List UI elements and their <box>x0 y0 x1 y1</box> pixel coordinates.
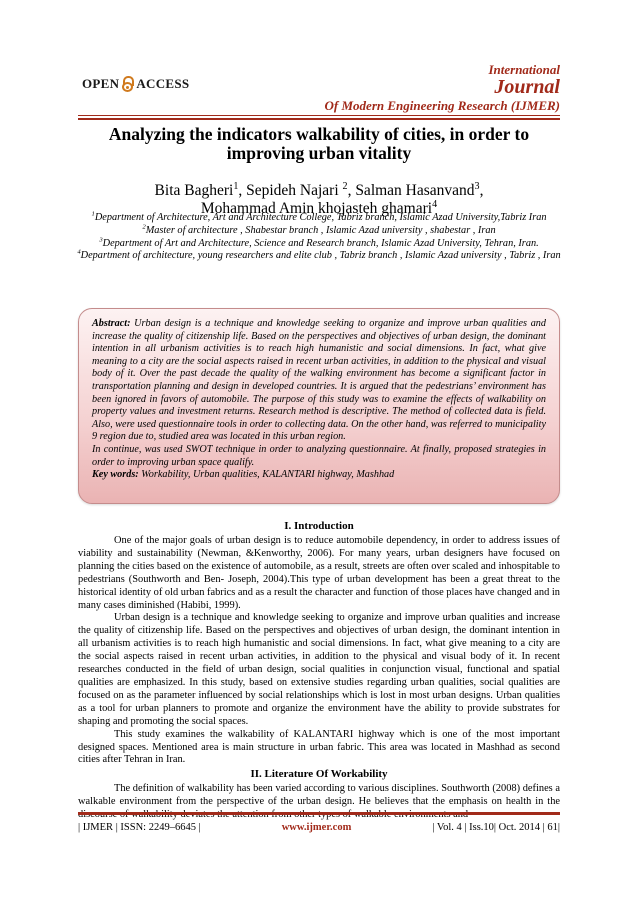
affiliation-1-sup: 1 <box>91 210 95 218</box>
footer-journal-info: | IJMER | ISSN: 2249–6645 | <box>78 822 201 833</box>
header-rule-thick <box>78 118 560 120</box>
affiliation-2-text: Master of architecture , Shabestar branch , Islamic Azad university , shabestar , Iran <box>145 224 496 236</box>
affiliation-1 <box>74 212 564 225</box>
keywords: Workability, Urban qualities, KALANTARI highway, Mashhad <box>138 469 395 481</box>
abstract <box>92 318 546 482</box>
author-4: Mohammad Amin khojasteh ghamari <box>200 200 433 217</box>
section-2-paragraph-1: The definition of walkability has been varied according to various disciplines. Southworth (2008) defines a walkable environment from the perspective of the urban design. He believes that the emphasis on health in the discourse of walkability deviates the attention from other types of walkable environments and <box>78 783 560 820</box>
author-3-comma: , <box>479 182 484 199</box>
author-1: Bita Bagheri <box>154 182 234 199</box>
affiliation-2-sup: 2 <box>142 223 146 231</box>
open-access-left: OPEN <box>82 76 120 91</box>
author-1-sup: 1 <box>233 180 239 192</box>
affiliation-3-sup: 3 <box>99 236 103 244</box>
section-1-paragraph-2: Urban design is a technique and knowledge seeking to organize and improve urban qualities and increase the quality of citizenship life. Based on the perspectives and objectives of urban design, the dominant intention in all urbanism activities is to reach high humanistic and social dimensions. In fact, what give meaning to a city are the social aspects raised in recent urban activities, in addition to the physical and visual body of it. In recent researches conducted in the field of urban design, social qualities in conjunction visual, functional and spatial qualities are emphasized. In this study, based on extensive studies regarding urban qualities, social qualities are focused on as the parameter influenced by social relationships which is lost in most urban designs. Urban qualities as a tool for urban planners to promote and organize the environment have the ability to provide substrates for shaping and promoting the social spaces. <box>78 612 560 727</box>
affiliation-1-text: Department of Architecture, Art and Architecture College, Tabriz branch, Islamic Azad University,Tabriz Iran <box>94 212 547 223</box>
footer-website-link[interactable]: www.ijmer.com <box>281 822 352 833</box>
abstract-text-2: In continue, was used SWOT technique in order to analyzing questionnaire. At finally, proposed strategies in order to improving urban space qualify. <box>92 443 546 468</box>
footer-rule <box>78 812 560 815</box>
affiliation-4-sup: 4 <box>77 248 81 256</box>
author-4-sup: 4 <box>432 198 438 210</box>
page-footer <box>78 822 560 833</box>
abstract-label: Abstract: <box>92 318 131 329</box>
section-1-paragraph-3: This study examines the walkability of KALANTARI highway which is one of the most important designed spaces. Mentioned area is main structure in urban fabric. This area was located in Mashhad as second cities after Tehran in Iran. <box>78 728 560 766</box>
keywords-label: Key words: <box>92 469 139 481</box>
open-access-right: ACCESS <box>136 76 190 91</box>
header-rule <box>78 115 560 116</box>
abstract-text: Urban design is a technique and knowledge seeking to organize and improve urban qualities and increase the quality of citizenship life. Based on the perspectives and objectives of urban design, the dominant intention in all urbanism activities is to reach high humanistic and social dimensions. In fact, what give meaning to a city are the social aspects raised in recent urban activities, in addition to the physical and visual body of it. Over the past decade the quality of the walking environment has become a significant factor in transportation planning and design in developed countries. It is argued that the pedestrians’ environment has been ignored in favors of automobile. The purpose of this study was to examine the effects of walkability on property values and investment returns. Research method is descriptive. The method of collected data is field. Also, were used questionnaire tools in order to collecting data. On the other hand, was referred to municipality 9 region due to, studied area was located in this urban region. <box>92 318 546 443</box>
journal-name-line1: International <box>488 62 560 77</box>
paper-title <box>78 125 560 163</box>
affiliation-2 <box>74 225 564 238</box>
section-1-paragraph-1: One of the major goals of urban design is to reduce automobile dependency, in order to address issues of viability and sustainability (Newman, &Kenworthy, 2006). For many years, urban designers have focused on planning the cities based on the existence of automobile, as a result, streets are often over scaled and inhospitable to pedestrians (Southworth and Ben- Joseph, 2004).This type of urban development has been a great threat to the historical identity of old urban fabrics and as a result the character and function of those places have changed and in many cases diminished (Habibi, 1999). <box>78 535 560 611</box>
footer-issue-info: | Vol. 4 | Iss.10| Oct. 2014 | 61| <box>432 822 560 833</box>
author-3: , Salman Hasanvand <box>347 182 475 199</box>
author-2-sup: 2 <box>342 180 348 192</box>
journal-name-line3: Of Modern Engineering Research (IJMER) <box>324 98 560 113</box>
title-line-2: improving urban vitality <box>226 143 412 163</box>
section-2-body <box>78 783 560 820</box>
author-3-sup: 3 <box>474 180 480 192</box>
section-1-body <box>78 535 560 767</box>
affiliation-3-text: Department of Art and Architecture, Science and Research branch, Islamic Azad University, Tehran, Iran. <box>102 237 539 249</box>
title-line-1: Analyzing the indicators walkability of cities, in order to <box>108 124 530 144</box>
open-lock-icon <box>122 76 133 92</box>
open-access-logo <box>82 76 189 92</box>
affiliation-4 <box>74 250 564 263</box>
section-1-heading: I. Introduction <box>284 520 354 532</box>
section-2-heading: II. Literature Of Workability <box>250 768 388 780</box>
affiliations <box>74 212 564 263</box>
author-2: , Sepideh Najari <box>238 182 343 199</box>
journal-name-line2: Journal <box>494 76 560 98</box>
affiliation-4-text: Department of architecture, young researchers and elite club , Tabriz branch , Islamic Azad university , Tabriz , Iran <box>80 250 561 262</box>
affiliation-3 <box>74 238 564 251</box>
